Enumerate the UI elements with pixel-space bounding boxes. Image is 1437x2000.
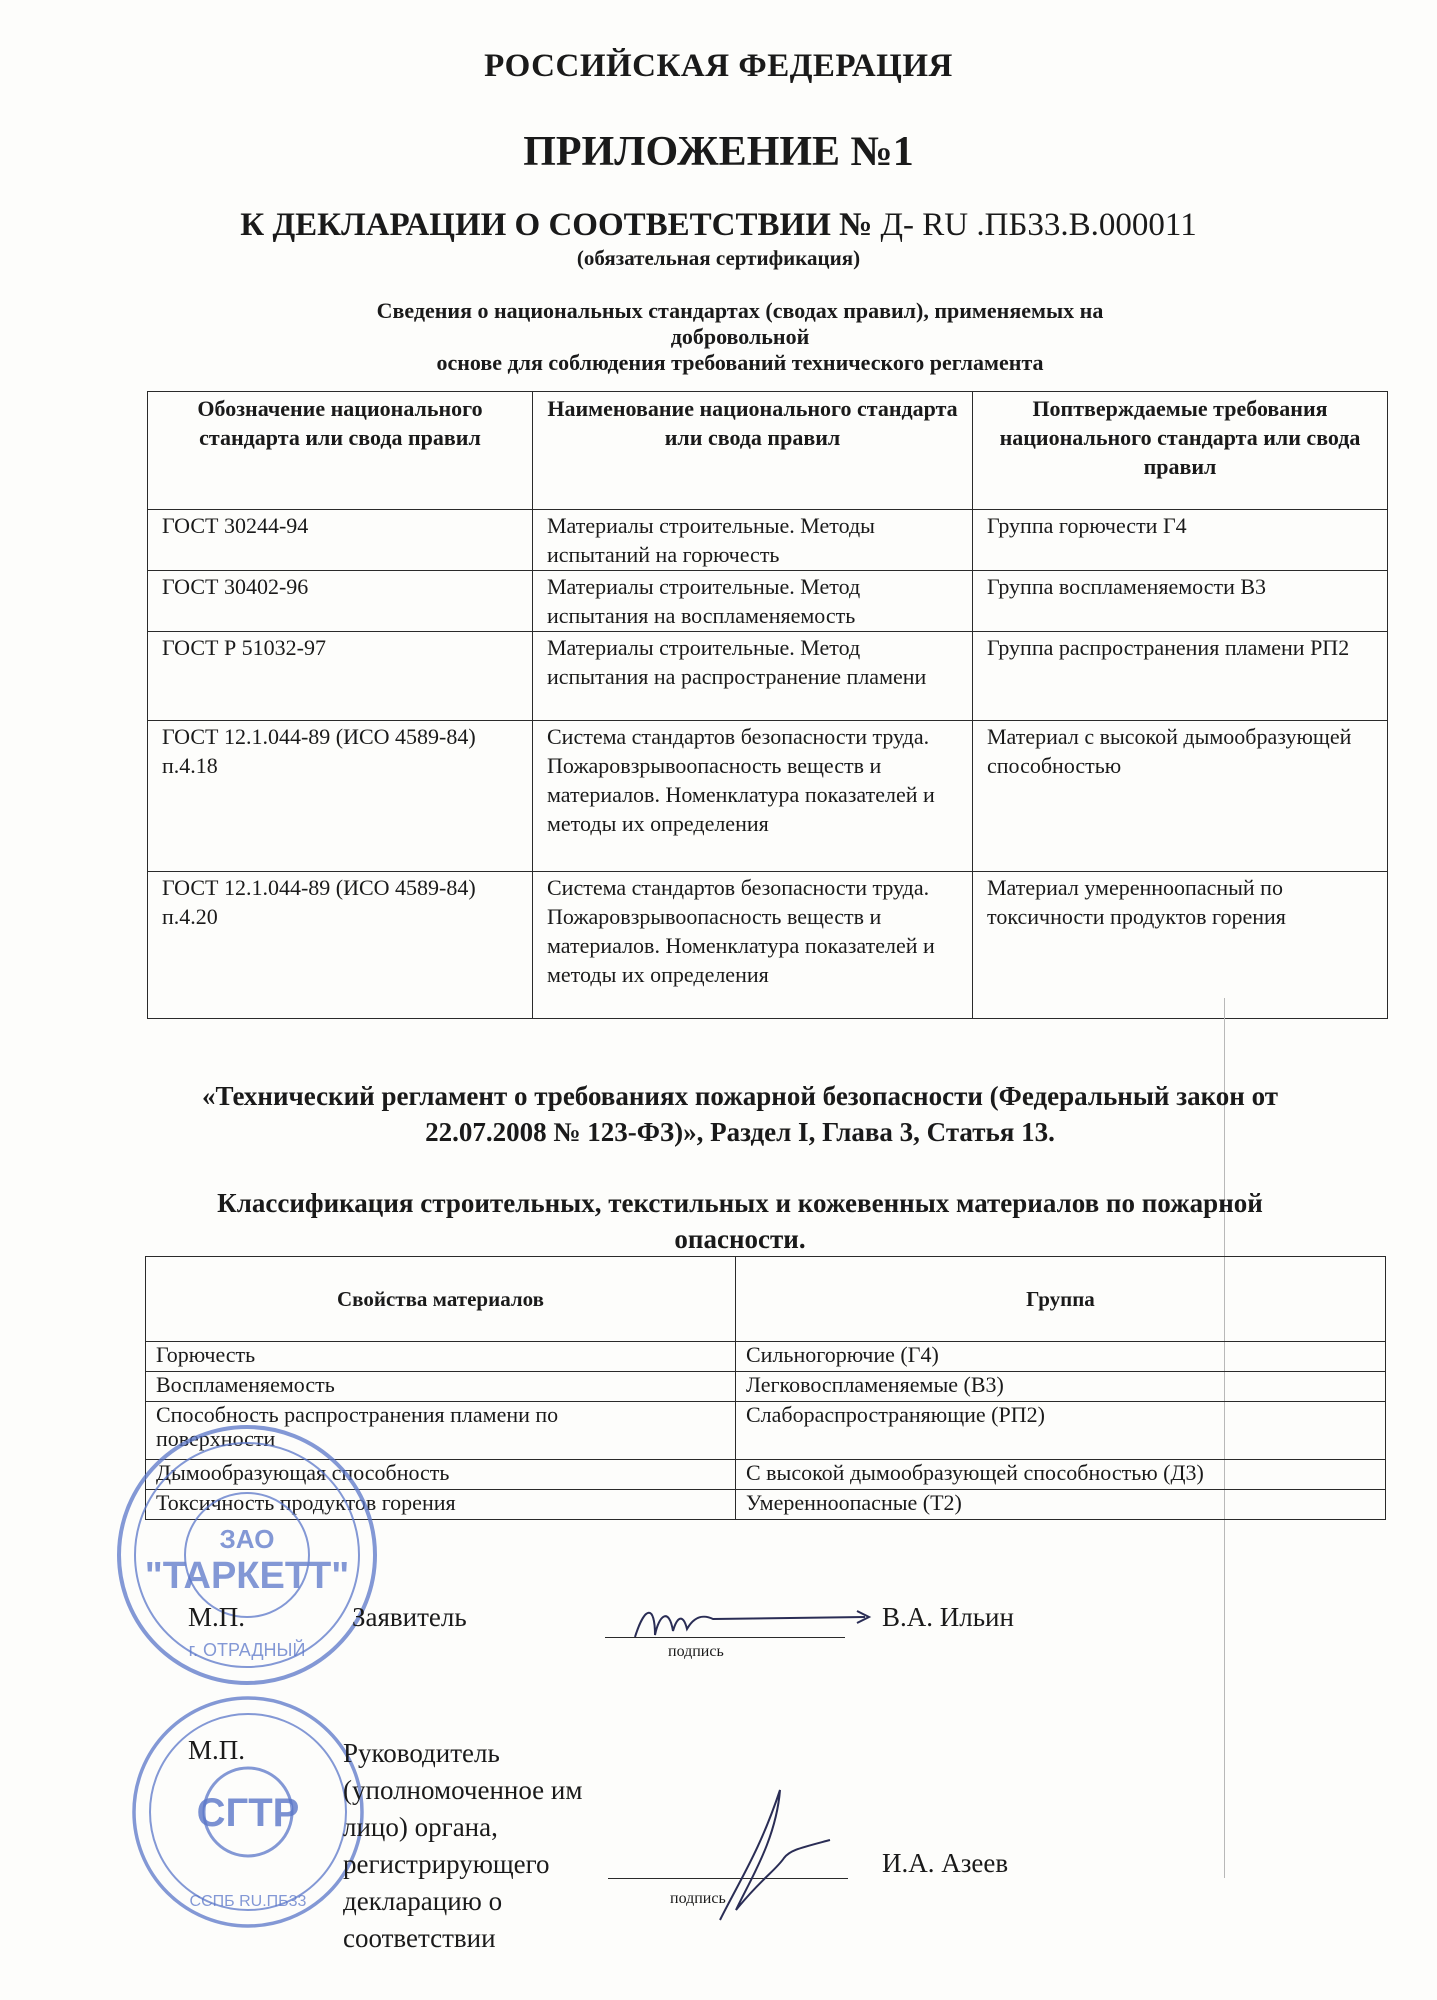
standard-name: Материалы строительные. Метод испытания на распространение пламени (533, 632, 973, 721)
classification-title (95, 1185, 1385, 1257)
standard-name: Система стандартов безопасности труда. Пожаровзрывоопасность веществ и материалов. Номенклатура показателей и методы их определения (533, 721, 973, 872)
standard-code: ГОСТ 30402-96 (148, 571, 533, 632)
svg-text:ССПБ RU.ПБ33: ССПБ RU.ПБ33 (189, 1893, 307, 1910)
table-row (146, 1342, 1386, 1372)
table-header-row (148, 392, 1388, 510)
material-group: Умеренноопасные (Т2) (736, 1490, 1386, 1520)
standard-name: Материалы строительные. Метод испытания на воспламеняемость (533, 571, 973, 632)
signature-caption-2: подпись (670, 1890, 726, 1907)
standard-requirement: Группа распространения пламени РП2 (973, 632, 1388, 721)
applicant-name: В.А. Ильин (882, 1602, 1014, 1632)
head-signature (680, 1770, 860, 1940)
standards-table (147, 391, 1388, 1019)
standard-requirement: Материал умеренноопасный по токсичности продуктов горения (973, 872, 1388, 1019)
svg-text:СГТР: СГТР (196, 1791, 300, 1835)
material-property: Дымообразующая способность (146, 1460, 736, 1490)
stamp-place-label-2: М.П. (188, 1735, 246, 1765)
standard-requirement: Материал с высокой дымообразующей способностью (973, 721, 1388, 872)
column-header-code: Обозначение национального стандарта или свода правил (148, 392, 533, 510)
table-row (148, 872, 1388, 1019)
column-header-group: Группа (736, 1257, 1386, 1342)
declaration-prefix: К ДЕКЛАРАЦИИ О СООТВЕТСТВИИ № (240, 207, 873, 243)
certification-note: (обязательная сертификация) (576, 246, 861, 270)
intro-line-1: Сведения о национальных стандартах (сводах правил), применяемых на (376, 298, 1104, 323)
standard-name: Система стандартов безопасности труда. Пожаровзрывоопасность веществ и материалов. Номенклатура показателей и методы их определения (533, 872, 973, 1019)
table-row (146, 1372, 1386, 1402)
table-row (148, 571, 1388, 632)
material-property: Горючесть (146, 1342, 736, 1372)
regulation-reference (95, 1078, 1385, 1150)
standard-name: Материалы строительные. Методы испытаний на горючесть (533, 510, 973, 571)
declaration-title (0, 207, 1437, 244)
svg-text:"ТАРКЕТТ": "ТАРКЕТТ" (144, 1555, 350, 1597)
svg-text:г. ОТРАДНЫЙ: г. ОТРАДНЫЙ (188, 1640, 306, 1660)
material-property: Способность распространения пламени по поверхности (146, 1402, 736, 1460)
table-header-row (146, 1257, 1386, 1342)
table-row (148, 632, 1388, 721)
country-title: РОССИЙСКАЯ ФЕДЕРАЦИЯ (484, 48, 953, 84)
certification-body-seal (128, 1692, 368, 1932)
head-name: И.А. Азеев (882, 1848, 1009, 1878)
appendix-title: ПРИЛОЖЕНИЕ №1 (523, 129, 914, 175)
standard-requirement: Группа горючести Г4 (973, 510, 1388, 571)
company-stamp (112, 1420, 382, 1690)
column-header-requirements: Поптверждаемые требования национального стандарта или свода правил (973, 392, 1388, 510)
intro-line-3: основе для соблюдения требований технического регламента (436, 350, 1044, 375)
column-header-property: Свойства материалов (146, 1257, 736, 1342)
material-property: Токсичность продуктов горения (146, 1490, 736, 1520)
head-of-body-label: Руководитель (уполномоченное им лицо) органа, регистрирующего декларацию о соответствии (343, 1738, 583, 1953)
regulation-line-1: «Технический регламент о требованиях пожарной безопасности (Федеральный закон от (202, 1081, 1278, 1111)
standard-code: ГОСТ 12.1.044-89 (ИСО 4589-84) п.4.18 (148, 721, 533, 872)
standard-code: ГОСТ 12.1.044-89 (ИСО 4589-84) п.4.20 (148, 872, 533, 1019)
stamp-place-label-1: М.П. (188, 1602, 246, 1632)
classification-line-2: опасности. (674, 1224, 806, 1254)
classification-line-1: Классификация строительных, текстильных и кожевенных материалов по пожарной (217, 1188, 1263, 1218)
material-group: С высокой дымообразующей способностью (Д3) (736, 1460, 1386, 1490)
declaration-number: Д- RU .ПБ33.В.000011 (880, 207, 1197, 243)
table-row (148, 510, 1388, 571)
applicant-signature (625, 1585, 895, 1665)
applicant-label: Заявитель (352, 1602, 467, 1632)
standard-code: ГОСТ Р 51032-97 (148, 632, 533, 721)
material-property: Воспламеняемость (146, 1372, 736, 1402)
signature-caption-1: подпись (668, 1643, 724, 1660)
svg-text:ЗАО: ЗАО (219, 1524, 275, 1554)
standard-requirement: Группа воспламеняемости В3 (973, 571, 1388, 632)
material-group: Слабораспространяющие (РП2) (736, 1402, 1386, 1460)
standards-intro (330, 298, 1150, 376)
regulation-line-2: 22.07.2008 № 123-ФЗ)», Раздел I, Глава 3, Статья 13. (425, 1117, 1055, 1147)
intro-line-2: добровольной (670, 324, 810, 349)
column-header-name: Наименование национального стандарта или свода правил (533, 392, 973, 510)
material-group: Сильногорючие (Г4) (736, 1342, 1386, 1372)
standard-code: ГОСТ 30244-94 (148, 510, 533, 571)
material-group: Легковоспламеняемые (В3) (736, 1372, 1386, 1402)
table-row (148, 721, 1388, 872)
